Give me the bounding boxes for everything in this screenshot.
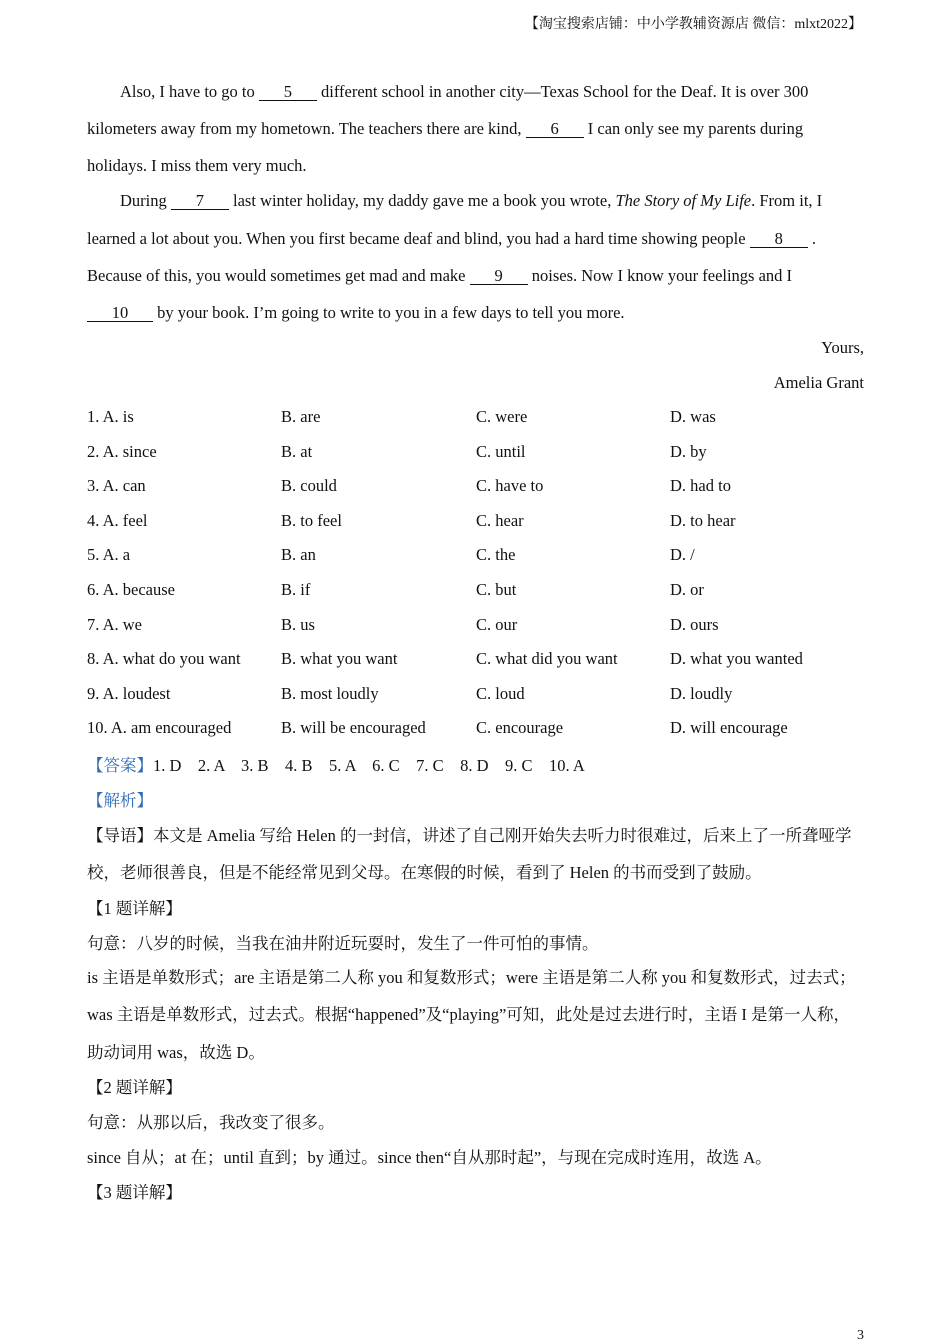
answer-line (87, 752, 585, 776)
option-5-C: C. the (476, 545, 516, 565)
q2-heading: 【2 题详解】 (87, 1078, 182, 1097)
blank: 6 (526, 121, 584, 138)
option-5-B: B. an (281, 545, 316, 565)
option-9-D: D. loudly (670, 683, 733, 703)
letter-signature: Amelia Grant (773, 373, 864, 392)
page-number: 3 (857, 1328, 864, 1343)
option-10-D: D. will encourage (670, 718, 788, 738)
option-4-A: 4. A. feel (87, 510, 148, 530)
option-6-C: C. but (476, 580, 517, 599)
blank: 9 (470, 268, 528, 285)
option-1-C: C. were (476, 407, 528, 426)
letter-line: Also, I have to go to 5 different school in another city—Texas School for the Deaf. It is over 300 (120, 82, 809, 101)
letter-closing: Yours, (821, 338, 864, 357)
option-5-A: 5. A. a (87, 545, 131, 565)
option-2-C: C. until (476, 441, 526, 461)
q1-explanation: was 主语是单数形式，过去式。根据“happened”及“playing”可知，此处是过去进行时，主语 I 是第一人称， (87, 1005, 851, 1024)
option-1-B: B. are (281, 407, 321, 426)
q1-explanation: is 主语是单数形式；are 主语是第二人称 you 和复数形式；were 主语是第二人称 you 和复数形式，过去式； (87, 968, 856, 987)
q1-explanation: 助动词用 was，故选 D。 (87, 1043, 265, 1062)
letter-line: kilometers away from my hometown. The teachers there are kind, 6 I can only see my parents during (87, 119, 804, 138)
option-7-C: C. our (476, 614, 518, 634)
q3-heading: 【3 题详解】 (87, 1183, 182, 1202)
option-2-D: D. by (670, 441, 707, 461)
q2-explanation: since 自从；at 在；until 直到；by 通过。since then“自从那时起”，与现在完成时连用，故选 A。 (87, 1148, 772, 1167)
q1-meaning: 句意：八岁的时候，当我在油井附近玩耍时，发生了一件可怕的事情。 (87, 934, 599, 953)
option-4-D: D. to hear (670, 510, 736, 530)
letter-line: holidays. I miss them very much. (87, 156, 307, 175)
blank: 10 (87, 305, 153, 322)
option-3-B: B. could (281, 476, 337, 496)
option-2-B: B. at (281, 441, 313, 461)
letter-line: learned a lot about you. When you first became deaf and blind, you had a hard time showing people 8 . (87, 229, 816, 248)
option-7-D: D. ours (670, 614, 719, 634)
q1-heading: 【1 题详解】 (87, 899, 182, 918)
option-3-C: C. have to (476, 476, 544, 496)
option-4-C: C. hear (476, 510, 524, 530)
option-10-A: 10. A. am encouraged (87, 718, 232, 738)
option-8-C: C. what did you want (476, 649, 618, 669)
answer-label: 【答案】 (87, 756, 153, 775)
option-8-A: 8. A. what do you want (87, 649, 241, 669)
guide-text: 校，老师很善良，但是不能经常见到父母。在寒假的时候，看到了 Helen 的书而受到了鼓励。 (87, 863, 762, 882)
option-4-B: B. to feel (281, 510, 342, 530)
option-3-D: D. had to (670, 476, 731, 496)
page-header: 【淘宝搜索店铺：中小学教辅资源店 微信：mlxt2022】 (524, 17, 862, 32)
answer-text: 1. D 2. A 3. B 4. B 5. A 6. C 7. C 8. D 9. C 10. A (153, 756, 585, 775)
option-8-D: D. what you wanted (670, 649, 803, 669)
option-7-B: B. us (281, 614, 315, 634)
option-9-A: 9. A. loudest (87, 683, 171, 703)
option-10-C: C. encourage (476, 718, 564, 738)
letter-line: 10 by your book. I’m going to write to you in a few days to tell you more. (87, 303, 625, 323)
blank: 7 (171, 193, 229, 210)
guide-text: 【导语】本文是 Amelia 写给 Helen 的一封信，讲述了自己刚开始失去听力时很难过，后来上了一所聋哑学 (87, 826, 852, 845)
blank: 5 (259, 84, 317, 101)
option-5-D: D. / (670, 545, 695, 565)
q2-meaning: 句意：从那以后，我改变了很多。 (87, 1113, 335, 1132)
option-8-B: B. what you want (281, 649, 398, 669)
option-6-B: B. if (281, 580, 311, 599)
option-9-B: B. most loudly (281, 683, 379, 703)
blank: 8 (750, 231, 808, 248)
letter-line: During 7 last winter holiday, my daddy gave me a book you wrote, The Story of My Life. From it, I (120, 191, 823, 210)
option-2-A: 2. A. since (87, 441, 157, 461)
letter-line: Because of this, you would sometimes get mad and make 9 noises. Now I know your feelings and I (87, 266, 793, 285)
option-7-A: 7. A. we (87, 614, 142, 634)
option-6-A: 6. A. because (87, 580, 175, 599)
option-1-A: 1. A. is (87, 407, 134, 426)
option-6-D: D. or (670, 580, 704, 599)
book-title: The Story of My Life (615, 191, 752, 210)
option-1-D: D. was (670, 407, 716, 426)
option-3-A: 3. A. can (87, 476, 146, 496)
analysis-label: 【解析】 (87, 791, 153, 810)
option-10-B: B. will be encouraged (281, 718, 426, 738)
option-9-C: C. loud (476, 683, 525, 703)
